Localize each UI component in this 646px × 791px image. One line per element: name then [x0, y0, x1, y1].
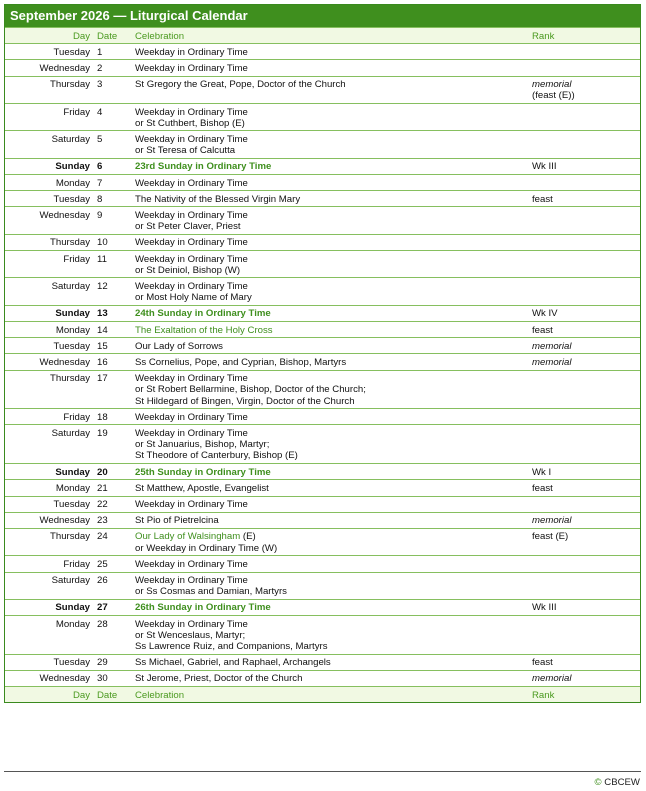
celebration-line: [135, 161, 524, 172]
rank-text: feast (E): [532, 531, 569, 543]
rank-cell: [528, 251, 640, 278]
celebration-cell: [131, 175, 528, 191]
date-cell: 13: [94, 305, 131, 321]
celebration-text: Our Lady of Sorrows: [135, 340, 223, 352]
rank-text: Wk IV: [532, 308, 558, 320]
day-cell: Wednesday: [5, 512, 94, 528]
rank-text: feast: [532, 482, 553, 494]
celebration-cell: [131, 191, 528, 207]
celebration-line: [135, 325, 524, 336]
day-cell: Tuesday: [5, 338, 94, 354]
date-cell: 21: [94, 480, 131, 496]
calendar-row: [5, 60, 640, 76]
celebration-cell: [131, 464, 528, 480]
celebration-text: Weekday in Ordinary Time: [135, 499, 248, 510]
celebration-cell: [131, 599, 528, 615]
rank-text: Wk III: [532, 602, 557, 614]
celebration-line: [135, 673, 524, 684]
celebration-text: or St Januarius, Bishop, Martyr;: [135, 439, 270, 451]
calendar-row: [5, 496, 640, 512]
date-cell: 8: [94, 191, 131, 207]
calendar-row: [5, 175, 640, 191]
copyright-symbol: ©: [594, 777, 602, 788]
header-day: Day: [5, 28, 94, 44]
rank-cell: [528, 572, 640, 599]
celebration-text: 25th Sunday in Ordinary Time: [135, 466, 271, 478]
header-row: [5, 28, 640, 44]
celebration-line: [135, 384, 524, 395]
calendar-row: [5, 480, 640, 496]
celebration-text: Weekday in Ordinary Time: [135, 618, 248, 630]
date-cell: 3: [94, 76, 131, 103]
rank-cell: [528, 654, 640, 670]
celebration-cell: [131, 480, 528, 496]
day-cell: Saturday: [5, 425, 94, 464]
celebration-text: St Pio of Pietrelcina: [135, 515, 219, 527]
celebration-text: Weekday in Ordinary Time: [135, 237, 248, 249]
day-cell: Friday: [5, 104, 94, 131]
footer-day: Day: [5, 687, 94, 703]
date-cell: 26: [94, 572, 131, 599]
rank-text: memorial: [532, 673, 572, 685]
celebration-text: or St Cuthbert, Bishop (E): [135, 117, 245, 129]
celebration-text: Ss Michael, Gabriel, and Raphael, Archangels: [135, 657, 331, 669]
celebration-cell: [131, 354, 528, 370]
calendar-row: [5, 572, 640, 599]
celebration-text: Ss Cornelius, Pope, and Cyprian, Bishop, Martyrs: [135, 356, 347, 368]
celebration-line: [135, 221, 524, 232]
rank-text: feast: [532, 657, 553, 669]
day-cell: Tuesday: [5, 44, 94, 60]
celebration-text: Weekday in Ordinary Time: [135, 575, 248, 587]
rank-cell: [528, 670, 640, 686]
celebration-line: [135, 265, 524, 276]
date-cell: 14: [94, 322, 131, 338]
day-cell: Sunday: [5, 599, 94, 615]
calendar-row: [5, 512, 640, 528]
celebration-line: [135, 543, 524, 554]
date-cell: 12: [94, 278, 131, 305]
calendar-row: [5, 131, 640, 158]
rank-text: feast: [532, 324, 553, 336]
celebration-text: St Theodore of Canterbury, Bishop (E): [135, 450, 298, 462]
rank-cell: [528, 278, 640, 305]
footer-rank: Rank: [528, 687, 640, 703]
celebration-text: The Exaltation of the Holy Cross: [135, 324, 273, 336]
celebration-line: [135, 575, 524, 586]
rank-cell: [528, 616, 640, 655]
celebration-text: or Most Holy Name of Mary: [135, 292, 252, 304]
copyright-owner: CBCEW: [604, 777, 640, 788]
celebration-line: [135, 531, 524, 542]
celebration-cell: [131, 305, 528, 321]
rank-cell: [528, 305, 640, 321]
celebration-line: [135, 630, 524, 641]
rank-cell: [528, 76, 640, 103]
celebration-text: Weekday in Ordinary Time: [135, 427, 248, 439]
celebration-line: [135, 373, 524, 384]
celebration-line: [135, 178, 524, 189]
footer-divider: [4, 771, 641, 772]
celebration-text: or St Peter Claver, Priest: [135, 221, 241, 233]
celebration-line: [135, 210, 524, 221]
celebration-text: or St Robert Bellarmine, Bishop, Doctor of the Church;: [135, 384, 366, 396]
celebration-text: Weekday in Ordinary Time: [135, 62, 248, 74]
celebration-text: St Matthew, Apostle, Evangelist: [135, 482, 269, 494]
celebration-cell: [131, 572, 528, 599]
header-celebration: Celebration: [131, 28, 528, 44]
calendar-row: [5, 354, 640, 370]
celebration-text: Weekday in Ordinary Time: [135, 558, 248, 570]
date-cell: 28: [94, 616, 131, 655]
date-cell: 23: [94, 512, 131, 528]
rank-cell: [528, 512, 640, 528]
date-cell: 25: [94, 556, 131, 572]
rank-cell: [528, 131, 640, 158]
celebration-text: St Hildegard of Bingen, Virgin, Doctor of the Church: [135, 395, 355, 407]
rank-text: memorial: [532, 356, 572, 368]
footer-row: [5, 687, 640, 703]
celebration-line: [135, 254, 524, 265]
celebration-cell: [131, 670, 528, 686]
day-cell: Sunday: [5, 158, 94, 174]
footer-celebration: Celebration: [131, 687, 528, 703]
celebration-line: [135, 107, 524, 118]
day-cell: Sunday: [5, 305, 94, 321]
calendar-row: [5, 104, 640, 131]
rank-cell: [528, 104, 640, 131]
rank-cell: [528, 556, 640, 572]
celebration-cell: [131, 556, 528, 572]
rank-cell: [528, 528, 640, 555]
day-cell: Saturday: [5, 572, 94, 599]
celebration-cell: [131, 616, 528, 655]
calendar-row: [5, 191, 640, 207]
date-cell: 10: [94, 234, 131, 250]
celebration-line: [135, 586, 524, 597]
calendar-row: [5, 599, 640, 615]
celebration-text: Weekday in Ordinary Time: [135, 411, 248, 423]
celebration-text: Weekday in Ordinary Time: [135, 280, 248, 292]
day-cell: Wednesday: [5, 60, 94, 76]
celebration-line: [135, 412, 524, 423]
rank-cell: [528, 370, 640, 409]
celebration-text: or Ss Cosmas and Damian, Martyrs: [135, 586, 287, 598]
rank-cell: [528, 354, 640, 370]
rank-text: feast: [532, 193, 553, 205]
calendar-row: [5, 278, 640, 305]
calendar-row: [5, 409, 640, 425]
celebration-line: [135, 657, 524, 668]
date-cell: 9: [94, 207, 131, 234]
day-cell: Saturday: [5, 278, 94, 305]
calendar-row: [5, 322, 640, 338]
celebration-line: [135, 439, 524, 450]
celebration-line: [135, 357, 524, 368]
day-cell: Monday: [5, 322, 94, 338]
date-cell: 16: [94, 354, 131, 370]
celebration-text: 23rd Sunday in Ordinary Time: [135, 161, 272, 173]
rank-cell: [528, 464, 640, 480]
celebration-cell: [131, 207, 528, 234]
celebration-text: 26th Sunday in Ordinary Time: [135, 602, 271, 614]
celebration-line: [135, 145, 524, 156]
rank-cell: [528, 599, 640, 615]
date-cell: 15: [94, 338, 131, 354]
rank-cell: [528, 191, 640, 207]
celebration-line: [135, 499, 524, 510]
date-cell: 30: [94, 670, 131, 686]
celebration-text: Weekday in Ordinary Time: [135, 133, 248, 145]
header-date: Date: [94, 28, 131, 44]
calendar-row: [5, 44, 640, 60]
day-cell: Thursday: [5, 528, 94, 555]
footer-date: Date: [94, 687, 131, 703]
date-cell: 27: [94, 599, 131, 615]
calendar-row: [5, 654, 640, 670]
rank-cell: [528, 234, 640, 250]
celebration-text: Weekday in Ordinary Time: [135, 373, 248, 385]
celebration-line: [135, 47, 524, 58]
celebration-text: or St Teresa of Calcutta: [135, 145, 236, 157]
day-cell: Thursday: [5, 370, 94, 409]
celebration-text: Weekday in Ordinary Time: [135, 46, 248, 58]
celebration-text: Ss Lawrence Ruiz, and Companions, Martyrs: [135, 641, 328, 653]
calendar-row: [5, 556, 640, 572]
rank-cell: [528, 175, 640, 191]
celebration-cell: [131, 76, 528, 103]
celebration-line: [135, 467, 524, 478]
date-cell: 11: [94, 251, 131, 278]
celebration-line: [135, 79, 524, 90]
celebration-line: [135, 619, 524, 630]
date-cell: 19: [94, 425, 131, 464]
day-cell: Tuesday: [5, 654, 94, 670]
celebration-text: Our Lady of Walsingham: [135, 531, 241, 543]
rank-text: Wk I: [532, 466, 552, 478]
celebration-text: or St Deiniol, Bishop (W): [135, 264, 241, 276]
calendar-rows: [5, 44, 640, 687]
date-cell: 1: [94, 44, 131, 60]
calendar-row: [5, 251, 640, 278]
header-rank: Rank: [528, 28, 640, 44]
calendar-row: [5, 338, 640, 354]
date-cell: 6: [94, 158, 131, 174]
celebration-line: [135, 602, 524, 613]
celebration-cell: [131, 370, 528, 409]
calendar-row: [5, 370, 640, 409]
rank-text: (feast (E)): [532, 90, 575, 102]
rank-cell: [528, 409, 640, 425]
celebration-cell: [131, 338, 528, 354]
copyright-notice: [595, 777, 640, 788]
day-cell: Thursday: [5, 234, 94, 250]
celebration-cell: [131, 512, 528, 528]
celebration-text: The Nativity of the Blessed Virgin Mary: [135, 193, 301, 205]
rank-text: memorial: [532, 79, 572, 91]
celebration-line: [135, 641, 524, 652]
calendar-row: [5, 305, 640, 321]
celebration-line: [135, 341, 524, 352]
celebration-line: [135, 134, 524, 145]
calendar-row: [5, 158, 640, 174]
celebration-cell: [131, 528, 528, 555]
celebration-cell: [131, 278, 528, 305]
date-cell: 24: [94, 528, 131, 555]
celebration-line: [135, 450, 524, 461]
day-cell: Saturday: [5, 131, 94, 158]
calendar-row: [5, 207, 640, 234]
celebration-text: or St Wenceslaus, Martyr;: [135, 629, 246, 641]
date-cell: 20: [94, 464, 131, 480]
rank-text: memorial: [532, 340, 572, 352]
celebration-cell: [131, 496, 528, 512]
celebration-line: [135, 118, 524, 129]
day-cell: Tuesday: [5, 496, 94, 512]
date-cell: 17: [94, 370, 131, 409]
celebration-text: Weekday in Ordinary Time: [135, 177, 248, 189]
day-cell: Thursday: [5, 76, 94, 103]
celebration-cell: [131, 322, 528, 338]
rank-cell: [528, 425, 640, 464]
celebration-text: St Gregory the Great, Pope, Doctor of the Church: [135, 79, 346, 91]
calendar-row: [5, 528, 640, 555]
rank-cell: [528, 322, 640, 338]
celebration-line: [135, 237, 524, 248]
celebration-cell: [131, 234, 528, 250]
celebration-line: [135, 396, 524, 407]
day-cell: Wednesday: [5, 207, 94, 234]
celebration-cell: [131, 131, 528, 158]
rank-cell: [528, 480, 640, 496]
day-cell: Monday: [5, 616, 94, 655]
date-cell: 29: [94, 654, 131, 670]
celebration-cell: [131, 44, 528, 60]
calendar-row: [5, 616, 640, 655]
celebration-cell: [131, 104, 528, 131]
celebration-cell: [131, 60, 528, 76]
day-cell: Tuesday: [5, 191, 94, 207]
calendar-frame: [4, 4, 641, 703]
day-cell: Monday: [5, 175, 94, 191]
celebration-text: Weekday in Ordinary Time: [135, 209, 248, 221]
calendar-table: [5, 27, 640, 702]
day-cell: Wednesday: [5, 354, 94, 370]
day-cell: Monday: [5, 480, 94, 496]
rank-cell: [528, 158, 640, 174]
rank-text: Wk III: [532, 161, 557, 173]
date-cell: 22: [94, 496, 131, 512]
celebration-line: [135, 428, 524, 439]
celebration-text: St Jerome, Priest, Doctor of the Church: [135, 673, 303, 685]
rank-cell: [528, 60, 640, 76]
celebration-text: 24th Sunday in Ordinary Time: [135, 308, 271, 320]
celebration-line: [135, 63, 524, 74]
rank-cell: [528, 338, 640, 354]
celebration-suffix: (E): [240, 531, 256, 543]
day-cell: Friday: [5, 556, 94, 572]
celebration-line: [135, 292, 524, 303]
calendar-row: [5, 425, 640, 464]
celebration-line: [135, 281, 524, 292]
celebration-line: [135, 194, 524, 205]
day-cell: Sunday: [5, 464, 94, 480]
date-cell: 4: [94, 104, 131, 131]
celebration-cell: [131, 654, 528, 670]
rank-cell: [528, 44, 640, 60]
calendar-row: [5, 670, 640, 686]
calendar-row: [5, 76, 640, 103]
rank-text: memorial: [532, 515, 572, 527]
celebration-text: or Weekday in Ordinary Time (W): [135, 542, 278, 554]
celebration-text: Weekday in Ordinary Time: [135, 253, 248, 265]
celebration-cell: [131, 251, 528, 278]
calendar-row: [5, 234, 640, 250]
celebration-cell: [131, 425, 528, 464]
celebration-line: [135, 559, 524, 570]
day-cell: Wednesday: [5, 670, 94, 686]
calendar-title: September 2026 — Liturgical Calendar: [5, 5, 640, 27]
celebration-line: [135, 483, 524, 494]
day-cell: Friday: [5, 251, 94, 278]
day-cell: Friday: [5, 409, 94, 425]
celebration-line: [135, 308, 524, 319]
date-cell: 5: [94, 131, 131, 158]
rank-cell: [528, 207, 640, 234]
celebration-cell: [131, 409, 528, 425]
date-cell: 2: [94, 60, 131, 76]
celebration-cell: [131, 158, 528, 174]
celebration-line: [135, 515, 524, 526]
date-cell: 18: [94, 409, 131, 425]
celebration-text: Weekday in Ordinary Time: [135, 106, 248, 118]
date-cell: 7: [94, 175, 131, 191]
calendar-row: [5, 464, 640, 480]
rank-cell: [528, 496, 640, 512]
